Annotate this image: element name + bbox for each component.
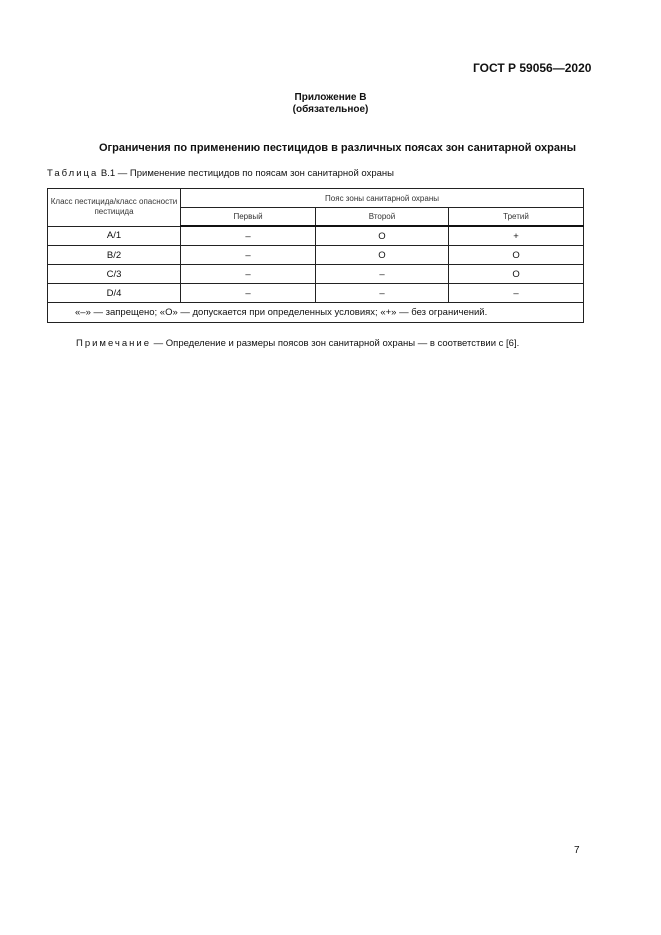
cell-second-zone: – (316, 265, 449, 284)
table-row (48, 265, 584, 284)
cell-third-zone: – (449, 284, 584, 303)
row-class: В/2 (48, 246, 181, 265)
table-caption (47, 168, 394, 179)
table-caption-text: В.1 — Применение пестицидов по поясам зон санитарной охраны (100, 168, 394, 179)
cell-second-zone: – (316, 284, 449, 303)
header-sanitary-zone: Пояс зоны санитарной охраны (181, 189, 584, 208)
cell-second-zone: О (316, 226, 449, 246)
row-class: D/4 (48, 284, 181, 303)
row-class: А/1 (48, 226, 181, 246)
table-caption-label: Таблица (47, 168, 99, 179)
note (76, 338, 519, 349)
cell-first-zone: – (181, 265, 316, 284)
cell-third-zone: О (449, 265, 584, 284)
cell-first-zone: – (181, 284, 316, 303)
cell-third-zone: О (449, 246, 584, 265)
table-row (48, 226, 584, 246)
annex-heading (0, 92, 661, 116)
note-text: — Определение и размеры поясов зон санитарной охраны — в соответствии с [6]. (153, 338, 520, 349)
header-zone-third: Третий (449, 208, 584, 227)
cell-first-zone: – (181, 246, 316, 265)
header-pesticide-class: Класс пестицида/класс опасности пестицида (48, 189, 181, 227)
cell-second-zone: О (316, 246, 449, 265)
table-row (48, 284, 584, 303)
table-legend: «–» — запрещено; «О» — допускается при определенных условиях; «+» — без ограничений. (48, 303, 584, 323)
pesticide-zones-table (47, 188, 584, 323)
annex-title: Приложение В (294, 92, 367, 103)
row-class: С/3 (48, 265, 181, 284)
cell-first-zone: – (181, 226, 316, 246)
table-row (48, 246, 584, 265)
note-label: Примечание (76, 338, 151, 349)
section-title: Ограничения по применению пестицидов в различных поясах зон санитарной охраны (99, 142, 576, 154)
header-zone-first: Первый (181, 208, 316, 227)
header-zone-second: Второй (316, 208, 449, 227)
annex-status: (обязательное) (292, 104, 369, 115)
document-code: ГОСТ Р 59056—2020 (473, 61, 592, 75)
page-number: 7 (574, 845, 580, 856)
cell-third-zone: + (449, 226, 584, 246)
